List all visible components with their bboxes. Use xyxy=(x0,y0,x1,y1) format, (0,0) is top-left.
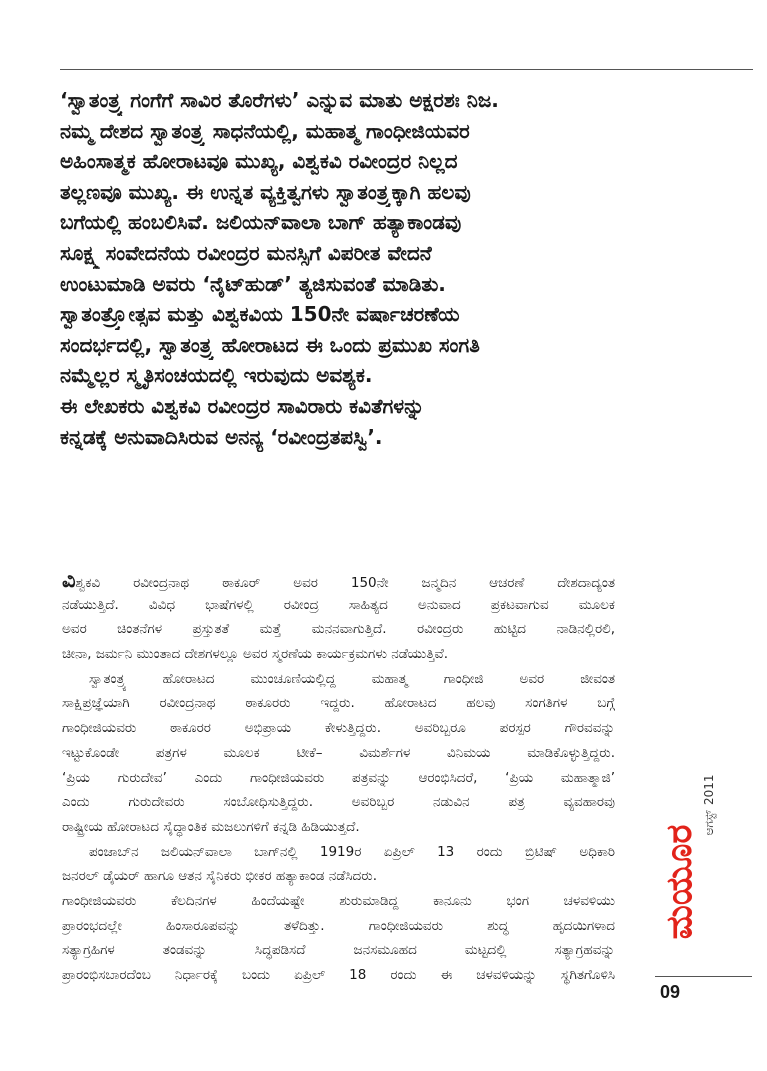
body-line: ಪ್ರಾರಂಭದಲ್ಲೇ ಹಿಂಸಾರೂಪವನ್ನು ತಳೆದಿತ್ತು. ಗಾಂಧೀಜಿಯವರು ಶುದ್ಧ ಹೃದಯಿಗಳಾದ xyxy=(62,917,615,934)
body-line: ನಡೆಯುತ್ತಿದೆ. ವಿವಿಧ ಭಾಷೆಗಳಲ್ಲಿ ರವೀಂದ್ರ ಸಾಹಿತ್ಯದ ಅನುವಾದ ಪ್ರಕಟವಾಗುವ ಮೂಲಕ xyxy=(62,596,615,613)
body-line: ಚೀನಾ, ಜರ್ಮನಿ ಮುಂತಾದ ದೇಶಗಳಲ್ಲೂ ಅವರ ಸ್ಮರಣೆಯ ಕಾರ್ಯಕ್ರಮಗಳು ನಡೆಯುತ್ತಿವೆ. xyxy=(62,646,449,663)
intro-line: ಬಗೆಯಲ್ಲಿ ಹಂಬಲಿಸಿವೆ. ಜಲಿಯನ್‌ವಾಲಾ ಬಾಗ್ ಹತ್ಯಾಕಾಂಡವು xyxy=(60,210,462,235)
intro-line: ನಮ್ಮ ದೇಶದ ಸ್ವಾತಂತ್ರ್ಯ ಸಾಧನೆಯಲ್ಲಿ, ಮಹಾತ್ಮ ಗಾಂಧೀಜಿಯವರ xyxy=(60,118,470,143)
body-line: ಜನರಲ್ ಡೈಯರ್ ಹಾಗೂ ಆತನ ಸೈನಿಕರು ಭೀಕರ ಹತ್ಯಾಕಾಂಡ ನಡೆಸಿದರು. xyxy=(62,868,377,885)
page-number: 09 xyxy=(660,982,681,1002)
intro-line: ಈ ಲೇಖಕರು ವಿಶ್ವಕವಿ ರವೀಂದ್ರರ ಸಾವಿರಾರು ಕವಿತೆಗಳನ್ನು xyxy=(60,393,425,418)
body-line: ಸತ್ಯಾಗ್ರಹಿಗಳ ತಂಡವನ್ನು ಸಿದ್ಧಪಡಿಸದೆ ಜನಸಮೂಹದ ಮಟ್ಟದಲ್ಲಿ ಸತ್ಯಾಗ್ರಹವನ್ನು xyxy=(62,942,615,959)
top-rule xyxy=(60,69,753,70)
body-line: ಎಂದು ಗುರುದೇವರು ಸಂಬೋಧಿಸುತ್ತಿದ್ದರು. ಅವರಿಬ್ಬರ ನಡುವಿನ ಪತ್ರ ವ್ಯವಹಾರವು xyxy=(62,794,615,811)
body-line: ಸಾಕ್ಷಿಪ್ರಜ್ಞೆಯಾಗಿ ರವೀಂದ್ರನಾಥ ಠಾಕೂರರು ಇದ್ದರು. ಹೋರಾಟದ ಹಲವು ಸಂಗತಿಗಳ ಬಗ್ಗೆ xyxy=(62,695,615,712)
body-line: ಗಾಂಧೀಜಿಯವರು ಠಾಕೂರರ ಅಭಿಪ್ರಾಯ ಕೇಳುತ್ತಿದ್ದರು. ಅವರಿಬ್ಬರೂ ಪರಸ್ಪರ ಗೌರವವನ್ನು xyxy=(62,720,615,737)
intro-line: ಸ್ವಾತಂತ್ರ್ಯೋತ್ಸವ ಮತ್ತು ವಿಶ್ವಕವಿಯ 150ನೇ ವರ್ಷಾಚರಣೆಯ xyxy=(60,302,460,327)
body-line: ಪಂಜಾಬ್‌ನ ಜಲಿಯನ್‌ವಾಲಾ ಬಾಗ್‌ನಲ್ಲಿ 1919ರ ಏಪ್ರಿಲ್ 13 ರಂದು ಬ್ರಿಟಿಷ್ ಅಧಿಕಾರಿ xyxy=(89,843,615,860)
intro-line: ಸಂದರ್ಭದಲ್ಲಿ, ಸ್ವಾತಂತ್ರ್ಯ ಹೋರಾಟದ ಈ ಒಂದು ಪ್ರಮುಖ ಸಂಗತಿ xyxy=(60,332,480,357)
intro-line: ‘ಸ್ವಾತಂತ್ರ್ಯ ಗಂಗೆಗೆ ಸಾವಿರ ತೊರೆಗಳು’ ಎನ್ನುವ ಮಾತು ಅಕ್ಷರಶಃ ನಿಜ. xyxy=(60,88,499,112)
body-line: ಇಟ್ಟುಕೊಂಡೇ ಪತ್ರಗಳ ಮೂಲಕ ಟೀಕೆ– ವಿಮರ್ಶೆಗಳ ವಿನಿಮಯ ಮಾಡಿಕೊಳ್ಳುತ್ತಿದ್ದರು. xyxy=(62,744,615,761)
body-line: ರಾಷ್ಟ್ರೀಯ ಹೋರಾಟದ ಸೈದ್ಧಾಂತಿಕ ಮಜಲುಗಳಿಗೆ ಕನ್ನಡಿ ಹಿಡಿಯುತ್ತದೆ. xyxy=(62,818,360,835)
body-line: ಗಾಂಧೀಜಿಯವರು ಕೆಲದಿನಗಳ ಹಿಂದೆಯಷ್ಟೇ ಶುರುಮಾಡಿದ್ದ ಕಾನೂನು ಭಂಗ ಚಳವಳಿಯು xyxy=(62,892,615,909)
intro-line: ಅಹಿಂಸಾತ್ಮಕ ಹೋರಾಟವೂ ಮುಖ್ಯ, ವಿಶ್ವಕವಿ ರವೀಂದ್ರರ ನಿಲ್ಲದ xyxy=(60,149,458,174)
article-body xyxy=(62,568,615,988)
issue-date xyxy=(700,765,718,845)
body-line: ಪ್ರಾರಂಭಿಸಬಾರದೆಂಬ ನಿರ್ಧಾರಕ್ಕೆ ಬಂದು ಏಪ್ರಿಲ್ 18 ರಂದು ಈ ಚಳವಳಿಯನ್ನು ಸ್ಥಗಿತಗೊಳಿಸಿ xyxy=(62,967,615,983)
intro-standfirst xyxy=(60,85,650,452)
magazine-logo: ಮಯೂರ xyxy=(659,824,700,940)
intro-line: ನಮ್ಮೆಲ್ಲರ ಸ್ಮೃತಿಸಂಚಯದಲ್ಲಿ ಇರುವುದು ಅವಶ್ಯಕ. xyxy=(60,363,373,388)
body-line: ವಿಶ್ವಕವಿ ರವೀಂದ್ರನಾಥ ಠಾಕೂರ್ ಅವರ 150ನೇ ಜನ್ಮದಿನ ಆಚರಣೆ ದೇಶದಾದ್ಯಂತ xyxy=(62,568,615,592)
intro-line: ಉಂಟುಮಾಡಿ ಅವರು ‘ನೈಟ್‌ಹುಡ್’ ತ್ಯಜಿಸುವಂತೆ ಮಾಡಿತು. xyxy=(60,271,446,296)
intro-line: ಕನ್ನಡಕ್ಕೆ ಅನುವಾದಿಸಿರುವ ಅನನ್ಯ ‘ರವೀಂದ್ರತಪಸ್ವಿ’. xyxy=(60,424,383,449)
issue-year: 2011 xyxy=(702,774,716,805)
intro-line: ತಲ್ಲಣವೂ ಮುಖ್ಯ. ಈ ಉನ್ನತ ವ್ಯಕ್ತಿತ್ವಗಳು ಸ್ವಾತಂತ್ರ್ಯಕ್ಕಾಗಿ ಹಲವು xyxy=(60,179,471,204)
intro-line: ಸೂಕ್ಷ್ಮ ಸಂವೇದನೆಯ ರವೀಂದ್ರರ ಮನಸ್ಸಿಗೆ ವಿಪರೀತ ವೇದನೆ xyxy=(60,240,432,265)
issue-month: ಆಗಸ್ಟ್ xyxy=(702,810,716,836)
body-line: ಸ್ವಾತಂತ್ರ್ಯ ಹೋರಾಟದ ಮುಂಚೂಣಿಯಲ್ಲಿದ್ದ ಮಹಾತ್ಮ ಗಾಂಧೀಜಿ ಅವರ ಜೀವಂತ xyxy=(89,670,615,687)
folio-rule xyxy=(655,976,752,977)
body-line: ‘ಪ್ರಿಯ ಗುರುದೇವ’ ಎಂದು ಗಾಂಧೀಜಿಯವರು ಪತ್ರವನ್ನು ಆರಂಭಿಸಿದರೆ, ‘ಪ್ರಿಯ ಮಹಾತ್ಮಾಜಿ’ xyxy=(62,769,615,786)
body-line: ಅವರ ಚಿಂತನೆಗಳ ಪ್ರಸ್ತುತತೆ ಮತ್ತೆ ಮನನವಾಗುತ್ತಿದೆ. ರವೀಂದ್ರರು ಹುಟ್ಟಿದ ನಾಡಿನಲ್ಲಿರಲಿ, xyxy=(62,621,615,638)
